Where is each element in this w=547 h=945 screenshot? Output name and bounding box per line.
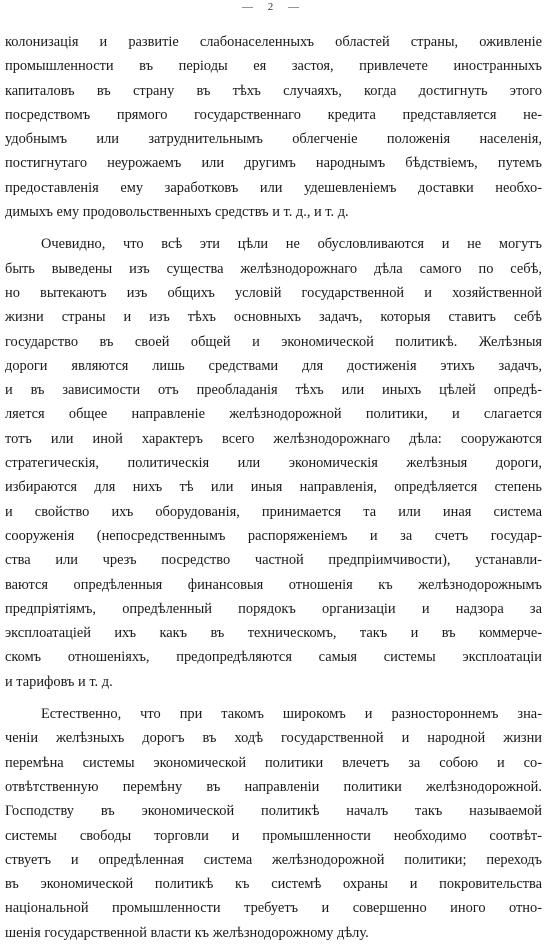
- text-line: системы свободы торговли и промышленности необходимо соотвѣт-: [5, 827, 542, 844]
- text-line: жизни страны и изъ тѣхъ основныхъ задачъ, которыя ставитъ себѣ: [5, 309, 542, 326]
- text-line: шенія государственной власти къ желѣзнодорожному дѣлу.: [5, 924, 369, 941]
- text-line: посредствомъ прямого государственнаго кредита представляется не-: [5, 106, 542, 123]
- text-line: и тарифовъ и т. д.: [5, 673, 113, 690]
- text-line: въ экономической политикѣ къ системѣ охраны и покровительства: [5, 876, 542, 893]
- page-number: — 2 —: [242, 1, 305, 13]
- text-line: промышленности въ періоды ея застоя, привлечете иностранныхъ: [5, 58, 542, 75]
- text-line: стратегическія, политическія или экономическія желѣзныя дороги,: [5, 455, 542, 472]
- text-line: удобнымъ или затруднительнымъ облегченіе положенія населенія,: [5, 131, 542, 148]
- text-line: капиталовъ въ страну въ тѣхъ случаяхъ, когда достигнуть этого: [5, 82, 542, 99]
- text-line: Очевидно, что всѣ эти цѣли не обусловливаются и не могутъ: [41, 236, 542, 253]
- text-line: но вытекаютъ изъ общихъ условій государственной и хозяйственной: [5, 284, 542, 301]
- text-line: и въ зависимости отъ преобладанія тѣхъ или иныхъ цѣлей опредѣ-: [5, 382, 542, 399]
- text-line: колонизація и развитіе слабонаселенныхъ областей страны, оживленіе: [5, 34, 542, 50]
- text-line: Естественно, что при такомъ широкомъ и разностороннемъ зна-: [41, 706, 542, 723]
- text-line: ствуетъ и опредѣленная система желѣзнодорожной политики; переходъ: [5, 851, 542, 868]
- text-line: и свойство ихъ оборудованія, принимается та или иная система: [5, 503, 542, 520]
- text-line: быть выведены изъ существа желѣзнодорожнаго дѣла самого по себѣ,: [5, 260, 542, 277]
- text-line: дороги являются лишь средствами для достиженія этихъ задачъ,: [5, 357, 542, 374]
- text-line: постигнутаго неурожаемъ или другимъ народнымъ бѣдствіемъ, путемъ: [5, 155, 542, 172]
- paragraph-2: [5, 232, 542, 694]
- text-line: ченіи желѣзныхъ дорогъ въ ходѣ государственной и народной жизни: [5, 730, 542, 747]
- text-line: отвѣтственную перемѣну въ направленіи политики желѣзнодорожной.: [5, 778, 542, 795]
- text-line: скомъ отношеніяхъ, предопредѣляются самыя системы эксплоатаціи: [5, 649, 542, 666]
- paragraph-3: [5, 702, 542, 945]
- text-line: государство въ своей общей и экономической политикѣ. Желѣзныя: [5, 333, 542, 350]
- text-line: сооруженія (непосредственнымъ распоряженіемъ и за счетъ государ-: [5, 527, 542, 544]
- text-line: ляется общее направленіе желѣзнодорожной политики, и слагается: [5, 406, 542, 423]
- text-line: перемѣна системы экономической политики влечетъ за собою и со-: [5, 754, 542, 771]
- text-line: тотъ или иной характеръ всего желѣзнодорожнаго дѣла: сооружаются: [5, 430, 542, 447]
- text-line: предоставленія ему заработковъ или удешевленіемъ доставки необхо-: [5, 179, 542, 196]
- paragraph-1: [5, 30, 542, 224]
- text-line: національной промышленности требуетъ и совершенно иного отно-: [5, 900, 542, 917]
- document-body: [5, 30, 542, 945]
- text-line: димыхъ ему продовольственныхъ средствъ и т. д., и т. д.: [5, 204, 349, 221]
- text-line: избираются для нихъ тѣ или иныя направленія, опредѣляется степень: [5, 479, 542, 496]
- text-line: Господству въ экономической политикѣ началъ такъ называемой: [5, 803, 542, 820]
- text-line: ства или чрезъ посредство частной предпріимчивости), устанавли-: [5, 552, 542, 569]
- text-line: предпріятіямъ, опредѣленный порядокъ организаціи и надзора за: [5, 600, 542, 617]
- text-line: эксплоатаціей ихъ какъ въ техническомъ, такъ и въ коммерче-: [5, 625, 542, 642]
- text-line: ваются опредѣленныя финансовыя отношенія къ желѣзнодорожнымъ: [5, 576, 542, 593]
